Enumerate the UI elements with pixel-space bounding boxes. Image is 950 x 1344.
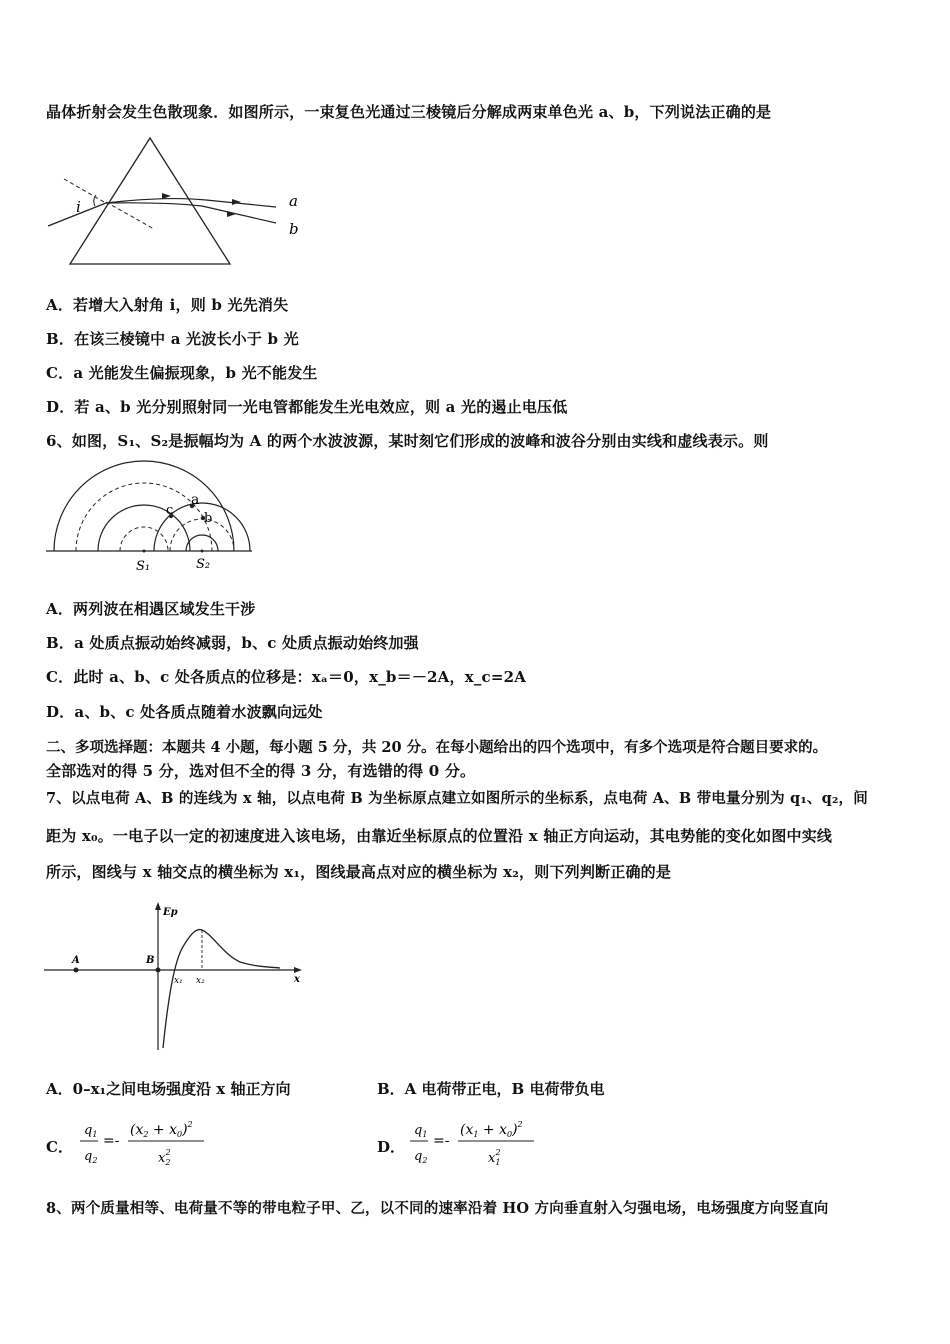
q5-option-c: C．a 光能发生偏振现象，b 光不能发生: [46, 364, 318, 382]
q6-option-d: D．a、b、c 处各质点随着水波飘向远处: [46, 703, 323, 721]
ray-b-label: b: [289, 220, 299, 238]
svg-text:(x1 + x0)2: $(x_1 + x_0)^2$: [460, 1120, 523, 1139]
q7-line3: 所示，图线与 x 轴交点的横坐标为 x₁，图线最高点对应的横坐标为 x₂，则下列判断正确的是: [46, 863, 672, 881]
q7-option-c-label: C．: [46, 1138, 73, 1156]
q6-option-a: A．两列波在相遇区域发生干涉: [46, 600, 256, 618]
q7-option-b: B．A 电荷带正电，B 电荷带负电: [377, 1080, 605, 1098]
q7-option-c-formula: [76, 1112, 216, 1170]
point-a-label-graph: A: [72, 955, 80, 966]
potential-energy-graph: [44, 900, 314, 1060]
x-axis-label: x: [294, 974, 300, 985]
point-b-label: b: [204, 511, 213, 526]
q6-option-b: B．a 处质点振动始终减弱，b、c 处质点振动始终加强: [46, 634, 419, 652]
point-a-label: a: [191, 492, 200, 508]
svg-text:=-: =-: [103, 1133, 120, 1149]
q5-option-d: D．若 a、b 光分别照射同一光电管都能发生光电效应，则 a 光的遏止电压低: [46, 398, 568, 416]
q7-option-d-formula: [406, 1112, 546, 1170]
q5-option-a: A．若增大入射角 i，则 b 光先消失: [46, 296, 289, 314]
point-b-label-graph: B: [146, 955, 155, 966]
x2-label: x₂: [196, 976, 205, 986]
charge-b-dot: [156, 968, 161, 973]
svg-text:q1: $q_1$: [84, 1123, 98, 1139]
q5-option-b: B．在该三棱镜中 a 光波长小于 b 光: [46, 330, 299, 348]
angle-i-label: i: [76, 198, 81, 216]
ray-a-label: a: [289, 192, 298, 210]
svg-text:x12: $x_12$: [488, 1148, 501, 1167]
q7-option-a: A．0–x₁之间电场强度沿 x 轴正方向: [46, 1080, 291, 1098]
section2-line2: 全部选对的得 5 分，选对但不全的得 3 分，有选错的得 0 分。: [46, 762, 476, 780]
svg-text:q1: $q_1$: [414, 1123, 428, 1139]
q7-option-d-label: D．: [377, 1138, 406, 1156]
section2-line1: 二、多项选择题：本题共 4 小题，每小题 5 分，共 20 分。在每小题给出的四个选项中，有多个选项是符合题目要求的。: [46, 739, 828, 756]
svg-text:(x2 + x0)2: $(x_2 + x_0)^2$: [130, 1120, 193, 1139]
point-c-label: c: [166, 503, 174, 518]
x1-label: x₁: [174, 976, 183, 986]
q7-line2: 距为 x₀。一电子以一定的初速度进入该电场，由靠近坐标原点的位置沿 x 轴正方向运动，其电势能的变化如图中实线: [46, 827, 833, 845]
q5-stem: 晶体折射会发生色散现象．如图所示，一束复色光通过三棱镜后分解成两束单色光 a、b，下列说法正确的是: [46, 103, 772, 121]
s2-label: S₂: [196, 557, 211, 572]
q6-stem: 6、如图，S₁、S₂是振幅均为 A 的两个水波波源，某时刻它们形成的波峰和波谷分别由实线和虚线表示。则: [46, 432, 769, 450]
svg-text:=-: =-: [433, 1133, 450, 1149]
svg-text:x22: $x_22$: [158, 1148, 171, 1167]
prism-figure: [46, 134, 316, 269]
svg-text:q2: $q_2$: [414, 1149, 428, 1165]
q6-option-c: C．此时 a、b、c 处各质点的位移是：xₐ＝0，x_b＝－2A，x_c=2A: [46, 668, 527, 686]
svg-text:q2: $q_2$: [84, 1149, 98, 1165]
q8-stem: 8、两个质量相等、电荷量不等的带电粒子甲、乙，以不同的速率沿着 HO 方向垂直射入匀强电场，电场强度方向竖直向: [46, 1200, 829, 1217]
q7-line1: 7、以点电荷 A、B 的连线为 x 轴，以点电荷 B 为坐标原点建立如图所示的坐标系，点电荷 A、B 带电量分别为 q₁、q₂，间: [46, 790, 868, 807]
charge-a-dot: [74, 968, 79, 973]
s1-label: S₁: [136, 559, 151, 574]
ep-label: Ep: [163, 907, 178, 918]
wave-figure: [46, 458, 266, 578]
